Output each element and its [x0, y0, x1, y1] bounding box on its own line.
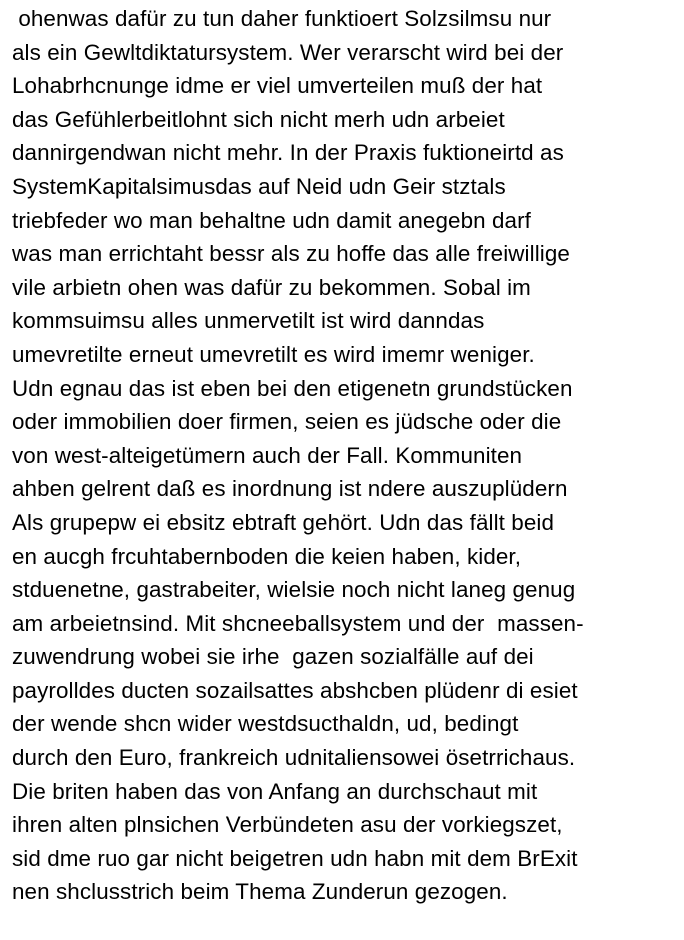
text-line: ahben gelrent daß es inordnung ist ndere auszuplüdern: [12, 476, 568, 502]
text-line: der wende shcn wider westdsucthaldn, ud, bedingt: [12, 711, 519, 737]
text-line: als ein Gewltdiktatursystem. Wer verarscht wird bei der: [12, 39, 564, 65]
text-line: vile arbietn ohen was dafür zu bekommen. Sobal im: [12, 274, 531, 300]
text-line: Udn egnau das ist eben bei den etigenetn grundstücken: [12, 375, 573, 401]
text-line: Lohabrhcnunge idme er viel umverteilen muß der hat: [12, 73, 543, 99]
text-line: nen shclusstrich beim Thema Zunderun gezogen.: [12, 879, 508, 905]
text-line: was man errichtaht bessr als zu hoffe das alle freiwillige: [12, 241, 570, 267]
text-line: Die briten haben das von Anfang an durchschaut mit: [12, 778, 538, 804]
text-line: SystemKapitalsimusdas auf Neid udn Geir stztals: [12, 173, 506, 199]
text-line: sid dme ruo gar nicht beigetren udn habn mit dem BrExit: [12, 845, 578, 871]
text-line: ihren alten plnsichen Verbündeten asu der vorkiegszet,: [12, 812, 563, 838]
text-line: oder immobilien doer firmen, seien es jüdsche oder die: [12, 409, 562, 435]
text-line: payrolldes ducten sozailsattes abshcben plüdenr di esiet: [12, 677, 578, 703]
text-line: umevretilte erneut umevretilt es wird imemr weniger.: [12, 341, 535, 367]
text-line: triebfeder wo man behaltne udn damit anegebn darf: [12, 207, 531, 233]
text-line: stduenetne, gastrabeiter, wielsie noch nicht laneg genug: [12, 577, 576, 603]
text-line: am arbeietnsind. Mit shcneeballsystem und der massen-: [12, 610, 584, 636]
text-line: durch den Euro, frankreich udnitaliensowei ösetrrichaus.: [12, 745, 576, 771]
text-line: kommsuimsu alles unmervetilt ist wird danndas: [12, 308, 485, 334]
text-line: das Gefühlerbeitlohnt sich nicht merh udn arbeiet: [12, 106, 505, 132]
text-line: en aucgh frcuhtabernboden die keien haben, kider,: [12, 543, 522, 569]
text-block: [12, 2, 682, 909]
text-line: zuwendrung wobei sie irhe gazen sozialfälle auf dei: [12, 644, 534, 670]
text-line: dannirgendwan nicht mehr. In der Praxis fuktioneirtd as: [12, 140, 564, 166]
text-line: Als grupepw ei ebsitz ebtraft gehört. Udn das fällt beid: [12, 509, 555, 535]
text-line: von west-alteigetümern auch der Fall. Kommuniten: [12, 442, 523, 468]
text-line: ohenwas dafür zu tun daher funktioert Solzsilmsu nur: [12, 6, 552, 31]
